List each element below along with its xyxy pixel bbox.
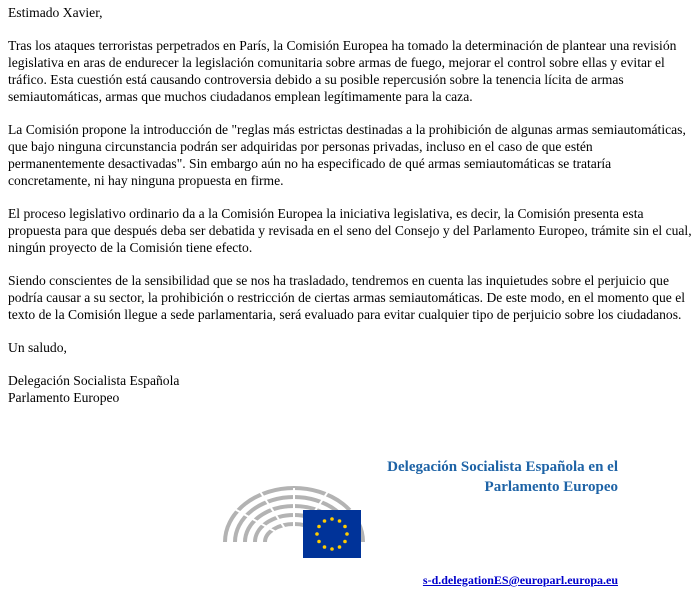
letter-paragraph-4: Siendo conscientes de la sensibilidad que se nos ha trasladado, tendremos en cuenta las inquietudes sobre el perjuicio que podría causar a su sector, la prohibición o restricción de ciertas armas semiautomáticas. De este modo, en el momento que el texto de la Comisión llegue a sede parlamentaria, será evaluado para evitar cualquier tipo de perjuicio sobre los ciudadanos. — [8, 273, 686, 322]
eu-star-icon — [317, 540, 321, 544]
european-parliament-logo-icon — [219, 482, 369, 562]
footer-organization — [387, 457, 618, 497]
eu-star-icon — [343, 525, 347, 529]
signature-line-1: Delegación Socialista Española — [8, 373, 180, 388]
letter-paragraph-2: La Comisión propone la introducción de "reglas más estrictas destinadas a la prohibición de algunas armas semiautomáticas, que bajo ninguna circunstancia podrán ser adquiridas por personas privadas, incluso en el caso de que estén permanentemente desactivadas". Sin embargo aún no ha especificado de qué armas semiautomáticas se trataría concretamente, ni hay ninguna propuesta en firme. — [8, 122, 686, 188]
eu-star-icon — [338, 545, 342, 549]
eu-star-icon — [323, 519, 327, 523]
letter-paragraph-3: El proceso legislativo ordinario da a la Comisión Europea la iniciativa legislativa, es decir, la Comisión presenta esta propuesta para que después deba ser debatida y revisada en el seno del Consejo y del Parlamento Europeo, trámite sin el cual, ningún proyecto de la Comisión tiene efecto. — [8, 206, 692, 255]
eu-star-icon — [338, 519, 342, 523]
eu-star-icon — [330, 517, 334, 521]
letter-body — [8, 4, 692, 406]
footer-org-line-1: Delegación Socialista Española en el — [387, 459, 618, 475]
letter-closing: Un saludo, — [8, 340, 67, 355]
eu-star-icon — [315, 532, 319, 536]
letter-greeting: Estimado Xavier, — [8, 5, 103, 20]
eu-star-icon — [345, 532, 349, 536]
footer-org-line-2: Parlamento Europeo — [484, 479, 618, 495]
eu-star-icon — [317, 525, 321, 529]
eu-star-icon — [323, 545, 327, 549]
letter-paragraph-1: Tras los ataques terroristas perpetrados en París, la Comisión Europea ha tomado la determinación de plantear una revisión legislativa en aras de endurecer la legislación comunitaria sobre armas de fuego, mejorar el control sobre ellas y evitar el tráfico. Esta cuestión está causando controversia debido a su posible repercusión sobre la tenencia lícita de armas semiautomáticas, armas que muchos ciudadanos emplean legítimamente para la caza. — [8, 38, 677, 104]
eu-star-icon — [343, 540, 347, 544]
contact-email-link[interactable]: s-d.delegationES@europarl.europa.eu — [422, 573, 618, 587]
eu-star-icon — [330, 547, 334, 551]
signature-line-2: Parlamento Europeo — [8, 390, 120, 405]
